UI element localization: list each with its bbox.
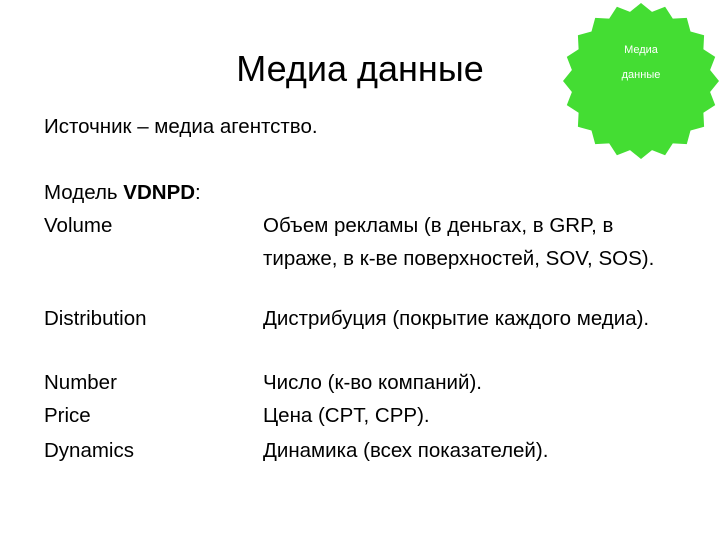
source-line: Источник – медиа агентство. [44,115,318,138]
row-description: Дистрибуция (покрытие каждого медиа). [263,307,650,330]
media-data-badge [562,2,720,160]
row-term: Distribution [44,307,147,330]
model-prefix: Модель [44,181,124,204]
model-name: VDNPD [123,181,196,204]
row-term: Dynamics [44,439,134,462]
row-term: Number [44,371,117,394]
model-line [44,176,201,209]
row-description: Динамика (всех показателей). [263,439,549,462]
slide-title: Медиа данные [236,48,484,89]
model-suffix: : [195,181,201,204]
row-description: Цена (CPT, CPP). [263,404,430,427]
row-description: Объем рекламы (в деньгах, в GRP, в тираже, в к-ве поверхностей, SOV, SOS). [263,214,655,270]
badge-label-line1: Медиа [624,44,658,56]
row-description: Число (к-во компаний). [263,371,482,394]
badge-label-line2: данные [621,69,661,81]
row-term: Volume [44,214,113,237]
row-term: Price [44,404,91,427]
